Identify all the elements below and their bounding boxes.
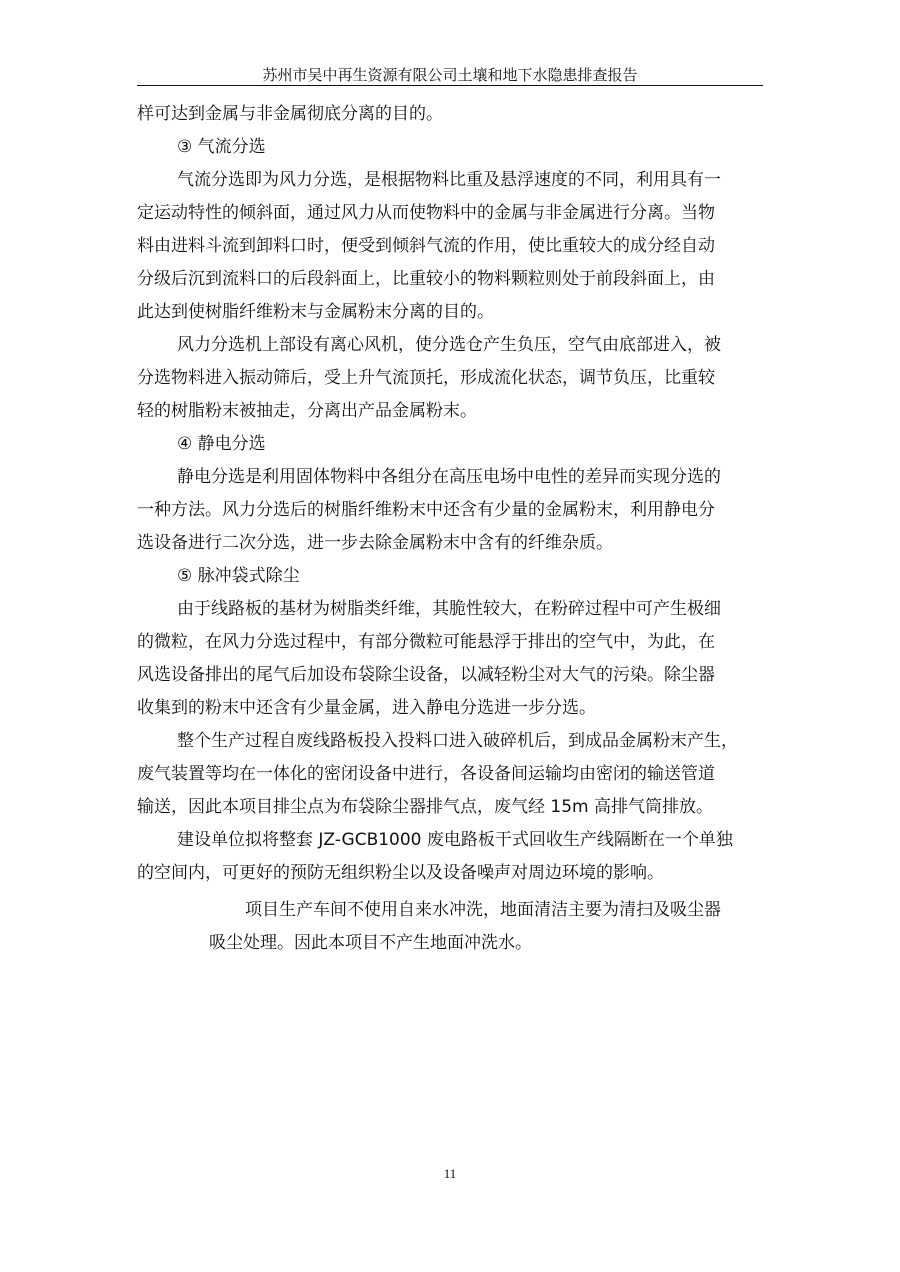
text-line: 吸尘处理。因此本项目不产生地面冲洗水。 (209, 933, 532, 953)
text-line: 此达到使树脂纤维粉末与金属粉末分离的目的。 (137, 302, 494, 322)
text-line: 项目生产车间不使用自来水冲洗，地面清洁主要为清扫及吸尘器 (245, 900, 721, 920)
text-line: 一种方法。风力分选后的树脂纤维粉末中还含有少量的金属粉末，利用静电分 (137, 500, 715, 520)
text-line: 建设单位拟将整套 JZ-GCB1000 废电路板干式回收生产线隔断在一个单独 (177, 830, 733, 850)
text-line: 轻的树脂粉末被抽走，分离出产品金属粉末。 (137, 401, 477, 421)
text-line: 分级后沉到流料口的后段斜面上，比重较小的物料颗粒则处于前段斜面上，由 (137, 269, 715, 289)
text-line: 料由进料斗流到卸料口时，便受到倾斜气流的作用，使比重较大的成分经自动 (137, 236, 715, 256)
text-line: 风选设备排出的尾气后加设布袋除尘设备，以减轻粉尘对大气的污染。除尘器 (137, 665, 715, 685)
page-header: 苏州市吴中再生资源有限公司土壤和地下水隐患排查报告 (262, 66, 638, 84)
text-line: 分选物料进入振动筛后，受上升气流顶托，形成流化状态，调节负压，比重较 (137, 368, 715, 388)
text-line: 样可达到金属与非金属彻底分离的目的。 (137, 104, 443, 124)
header-rule (137, 85, 763, 86)
text-line: 输送，因此本项目排尘点为布袋除尘器排气点，废气经 15m 高排气筒排放。 (137, 797, 713, 817)
page-number: 11 (443, 1166, 457, 1181)
section-heading-airflow: ③ 气流分选 (177, 137, 266, 157)
text-line: 收集到的粉末中还含有少量金属，进入静电分选进一步分选。 (137, 698, 596, 718)
text-line: 由于线路板的基材为树脂类纤维，其脆性较大，在粉碎过程中可产生极细 (177, 599, 721, 619)
section-heading-electrostatic: ④ 静电分选 (177, 434, 266, 454)
document-body (137, 98, 767, 960)
section-heading-pulse-bag: ⑤ 脉冲袋式除尘 (177, 566, 300, 586)
text-line: 废气装置等均在一体化的密闭设备中进行，各设备间运输均由密闭的输送管道 (137, 764, 715, 784)
text-line: 风力分选机上部设有离心风机，使分选仓产生负压，空气由底部进入，被 (177, 335, 721, 355)
text-line: 的微粒，在风力分选过程中，有部分微粒可能悬浮于排出的空气中，为此，在 (137, 632, 715, 652)
text-line: 气流分选即为风力分选，是根据物料比重及悬浮速度的不同，利用具有一 (177, 170, 721, 190)
text-line: 的空间内，可更好的预防无组织粉尘以及设备噪声对周边环境的影响。 (137, 863, 664, 883)
text-line: 选设备进行二次分选，进一步去除金属粉末中含有的纤维杂质。 (137, 533, 613, 553)
text-line: 定运动特性的倾斜面，通过风力从而使物料中的金属与非金属进行分离。当物 (137, 203, 715, 223)
text-line: 静电分选是利用固体物料中各组分在高压电场中电性的差异而实现分选的 (177, 467, 721, 487)
text-line: 整个生产过程自废线路板投入投料口进入破碎机后，到成品金属粉末产生， (177, 731, 738, 751)
